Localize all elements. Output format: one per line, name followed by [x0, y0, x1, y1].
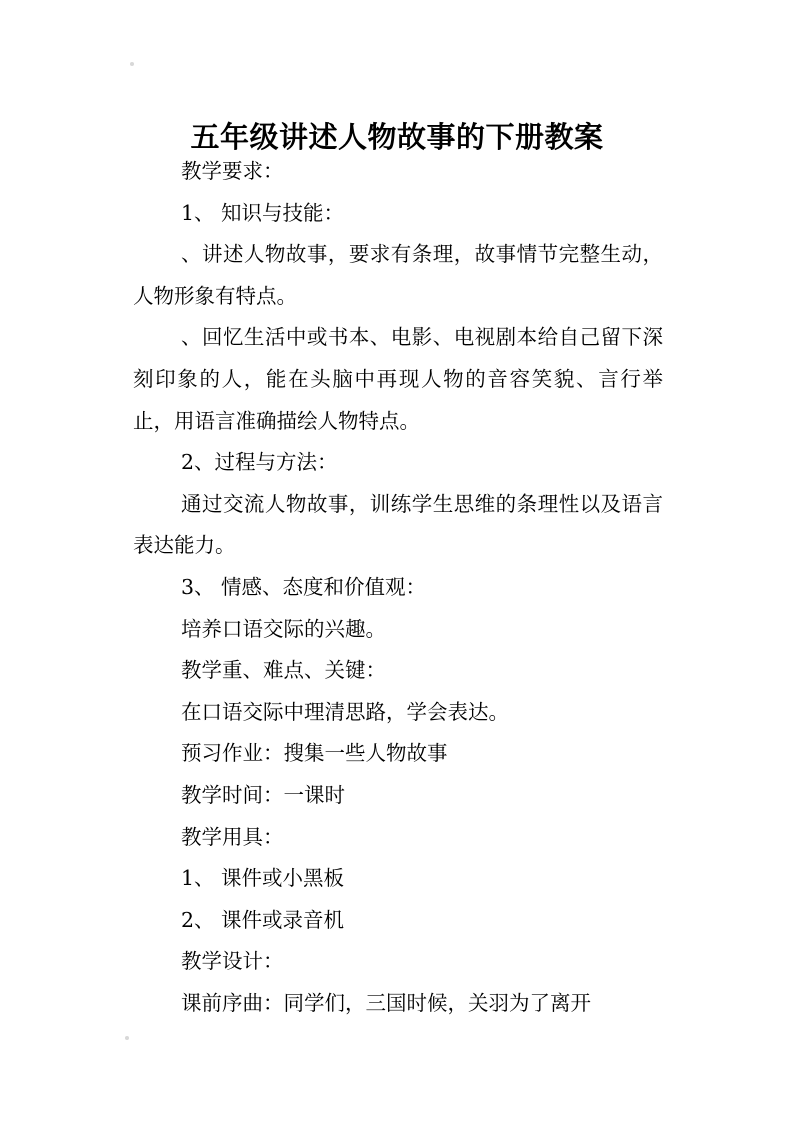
section-heading-teaching-requirements: 教学要求：	[181, 159, 284, 183]
teaching-tool-item: 1、 课件或小黑板	[181, 866, 345, 891]
subsection-knowledge-skills: 1、 知识与技能：	[181, 200, 345, 225]
section-heading-teaching-design: 教学设计：	[181, 949, 284, 974]
body-paragraph: 、回忆生活中或书本、电影、电视剧本给自己留下深刻印象的人，能在头脑中再现人物的音容笑貌、言行举止，用语言准确描绘人物特点。	[133, 325, 663, 433]
subsection-emotion-attitude-values: 3、 情感、态度和价值观：	[181, 574, 427, 599]
subsection-process-methods: 2、过程与方法：	[181, 450, 338, 475]
section-heading-key-points: 教学重、难点、关键：	[181, 658, 386, 683]
section-heading-teaching-tools: 教学用具：	[181, 824, 284, 849]
document-body	[133, 151, 663, 1024]
teaching-tool-item: 2、 课件或录音机	[181, 907, 345, 932]
body-paragraph: 在口语交际中理清思路，学会表达。	[181, 699, 509, 724]
scan-mark	[130, 62, 134, 66]
body-paragraph: 通过交流人物故事，训练学生思维的条理性以及语言表达能力。	[133, 491, 663, 558]
body-paragraph: 、讲述人物故事，要求有条理，故事情节完整生动，人物形象有特点。	[133, 242, 663, 308]
preview-homework-line: 预习作业：搜集一些人物故事	[181, 741, 448, 766]
body-paragraph: 培养口语交际的兴趣。	[181, 616, 386, 641]
document-title: 五年级讲述人物故事的下册教案	[190, 120, 604, 155]
scan-mark	[125, 1036, 129, 1040]
body-paragraph: 课前序曲：同学们，三国时候，关羽为了离开	[181, 990, 591, 1015]
teaching-time-line: 教学时间：一课时	[181, 782, 345, 807]
